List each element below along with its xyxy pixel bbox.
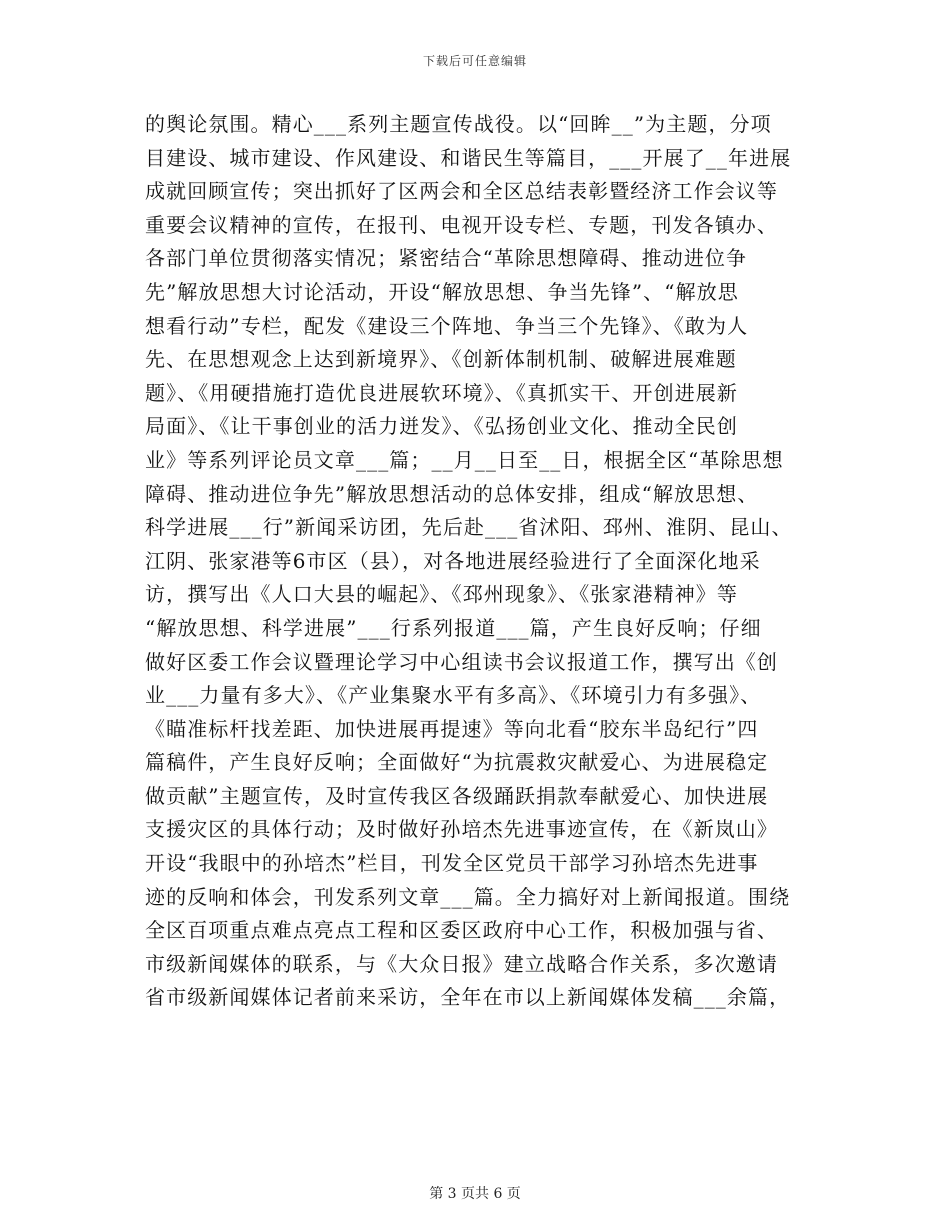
- document-body: [145, 108, 825, 1015]
- text-line: 江阴、张家港等6市区（县），对各地进展经验进行了全面深化地采: [145, 548, 761, 573]
- text-line: 题》、《用硬措施打造优良进展软环境》、《真抓实干、开创进展新: [145, 380, 738, 405]
- text-line: 目建设、城市建设、作风建设、和谐民生等篇目，___开展了__年进展: [145, 145, 792, 170]
- text-line: 业___力量有多大》、《产业集聚水平有多高》、《环境引力有多强》、: [145, 683, 762, 708]
- text-line: 访，撰写出《人口大县的崛起》、《邳州现象》、《张家港精神》等: [145, 582, 738, 607]
- text-line: 篇稿件，产生良好反响；全面做好“为抗震救灾献爱心、为进展稳定: [145, 750, 769, 775]
- page-number-footer: 第 3 页共 6 页: [429, 1186, 521, 1202]
- text-line: 的舆论氛围。精心___系列主题宣传战役。以“回眸__”为主题，分项: [145, 112, 772, 136]
- text-line: 业》等系列评论员文章___篇；__月__日至__日，根据全区“革除思想: [145, 447, 784, 472]
- text-line: 做好区委工作会议暨理论学习中心组读书会议报道工作，撰写出《创: [145, 649, 778, 674]
- page-header: 下载后可任意编辑: [422, 54, 527, 68]
- text-line: 科学进展___行”新闻采访团，先后赴___省沭阳、邳州、淮阴、昆山、: [145, 515, 793, 540]
- text-line: 迹的反响和体会，刊发系列文章___篇。全力搞好对上新闻报道。围绕: [145, 884, 791, 909]
- text-line: 《瞄准标杆找差距、加快进展再提速》等向北看“胶东半岛纪行”四: [145, 716, 759, 741]
- text-line: 障碍、推动进位争先”解放思想活动的总体安排，组成“解放思想、: [145, 481, 759, 506]
- text-line: 全区百项重点难点亮点工程和区委区政府中心工作，积极加强与省、: [145, 918, 778, 943]
- text-line: 重要会议精神的宣传，在报刊、电视开设专栏、专题，刊发各镇办、: [145, 212, 778, 237]
- text-line: 开设“我眼中的孙培杰”栏目，刊发全区党员干部学习孙培杰先进事: [145, 851, 759, 876]
- text-line: “解放思想、科学进展”___行系列报道___篇，产生良好反响；仔细: [145, 615, 762, 640]
- text-line: 成就回顾宣传；突出抓好了区两会和全区总结表彰暨经济工作会议等: [145, 179, 778, 204]
- text-line: 各部门单位贯彻落实情况；紧密结合“革除思想障碍、推动进位争: [145, 246, 748, 271]
- text-line: 市级新闻媒体的联系，与《大众日报》建立战略合作关系，多次邀请: [145, 951, 778, 976]
- text-line: 做贡献”主题宣传，及时宣传我区各级踊跃捐款奉献爱心、加快进展: [145, 783, 769, 808]
- text-line: 支援灾区的具体行动；及时做好孙培杰先进事迹宣传，在《新岚山》: [145, 817, 778, 842]
- text-line: 先、在思想观念上达到新境界》、《创新体制机制、破解进展难题: [145, 347, 737, 372]
- text-line: 局面》、《让干事创业的活力迸发》、《弘扬创业文化、推动全民创: [145, 414, 738, 439]
- text-line: 省市级新闻媒体记者前来采访，全年在市以上新闻媒体发稿___余篇，: [145, 985, 791, 1010]
- text-line: 想看行动”专栏，配发《建设三个阵地、争当三个先锋》、《敢为人: [145, 313, 749, 338]
- text-line: 先”解放思想大讨论活动，开设“解放思想、争当先锋”、“解放思: [145, 279, 739, 304]
